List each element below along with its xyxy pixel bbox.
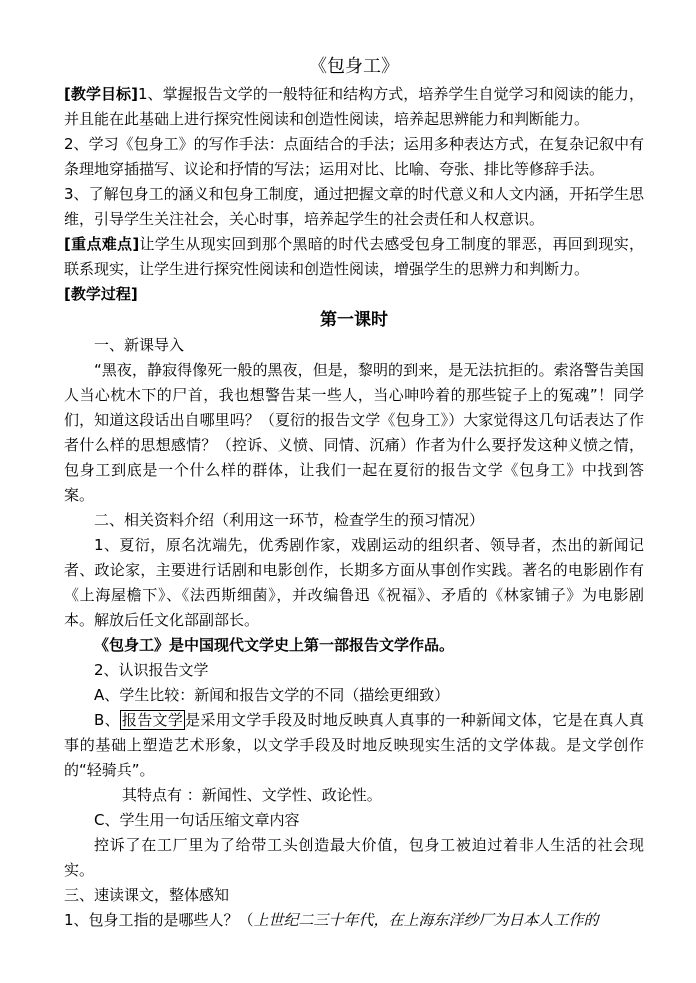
document-title: 《包身工》 xyxy=(309,56,399,77)
lesson-title: 第一课时 xyxy=(320,310,388,330)
key-points-text: 让学生从现实回到那个黑暗的时代去感受包身工制度的罪恶，再回到现实，联系现实，让学生进行探究性阅读和创造性阅读，增强学生的思辨力和判断力。 xyxy=(64,235,644,278)
question-1-text: 1、包身工指的是哪些人？（ xyxy=(64,911,254,929)
process-label: [教学过程] xyxy=(64,285,138,303)
key-points xyxy=(64,232,644,282)
question-1 xyxy=(64,908,644,933)
features: 其特点有 ：新闻性、文学性、政论性。 xyxy=(122,786,382,804)
section3-heading: 三、速读课文，整体感知 xyxy=(64,886,230,904)
objective-text-1: 1、掌握报告文学的一般特征和结构方式，培养学生自觉学习和阅读的能力，并且能在此基础上进行探究性阅读和创造性阅读，培养起思辨能力和判断能力。 xyxy=(64,85,644,128)
section1-quote: “黑夜，静寂得像死一般的黑夜，但是，黎明的到来，是无法抗拒的。索洛警告美国人当心枕木下的尸首，我也想警告某一些人，当心呻吟着的那些锭子上的冤魂”！同学们，知道这段话出自哪里吗？（夏衍的报告文学《包身工》）大家觉得这几句话表达了作者什么样的思想感情？（控诉、义愤、同情、沉痛）作者为什么要抒发这种义愤之情，包身工到底是一个什么样的群体，让我们一起在夏衍的报告文学《包身工》中找到答案。 xyxy=(64,361,644,504)
section1-heading: 一、新课导入 xyxy=(94,336,185,354)
question-1-answer: 上世纪二三十年代，在上海东洋纱厂为日本人工作的 xyxy=(253,911,599,929)
objective-item-3: 3、了解包身工的涵义和包身工制度，通过把握文章的时代意义和人文内涵，开拓学生思维，引导学生关注社会，关心时事，培养起学生的社会责任和人权意识。 xyxy=(64,185,644,228)
sub2-heading: 2、认识报告文学 xyxy=(94,661,209,679)
sub2b-definition: 是采用文学手段及时地反映真人真事的一种新闻文体，它是在真人真事的基础上塑造艺术形象，以文学手段及时地反映现实生活的文学体裁。是文学创作的“轻骑兵”。 xyxy=(64,711,644,779)
reportage-term-boxed: 报告文学 xyxy=(121,711,184,729)
document-page xyxy=(64,54,644,933)
objective-item-2: 2、学习《包身工》的写作手法：点面结合的手法；运用多种表达方式，在复杂记叙中有条理地穿插描写、议论和抒情的写法；运用对比、比喻、夸张、排比等修辞手法。 xyxy=(64,135,644,178)
sub2b xyxy=(64,708,644,783)
key-points-label: [重点难点] xyxy=(64,235,140,253)
sub2a: A、学生比较：新闻和报告文学的不同（描绘更细致） xyxy=(94,686,450,704)
sub2b-prefix: B、 xyxy=(94,711,120,729)
author-intro: 1、夏衍，原名沈端先，优秀剧作家，戏剧运动的组织者、领导者，杰出的新闻记者、政论家，主要进行话剧和电影创作，长期多方面从事创作实践。著名的电影剧作有《上海屋檐下》、《法西斯细菌》，并改编鲁迅《祝福》、矛盾的《林家铺子》为电影剧本。解放后任文化部副部长。 xyxy=(64,536,644,629)
objective-item-1 xyxy=(64,82,644,132)
section2-heading: 二、相关资料介绍（利用这一环节，检查学生的预习情况） xyxy=(94,511,485,529)
sub2c: C、学生用一句话压缩文章内容 xyxy=(94,811,300,829)
first-work-statement: 《包身工》是中国现代文学史上第一部报告文学作品。 xyxy=(94,636,455,654)
summary: 控诉了在工厂里为了给带工头创造最大价值，包身工被迫过着非人生活的社会现实。 xyxy=(64,836,644,879)
objectives-label: [教学目标] xyxy=(64,85,138,103)
